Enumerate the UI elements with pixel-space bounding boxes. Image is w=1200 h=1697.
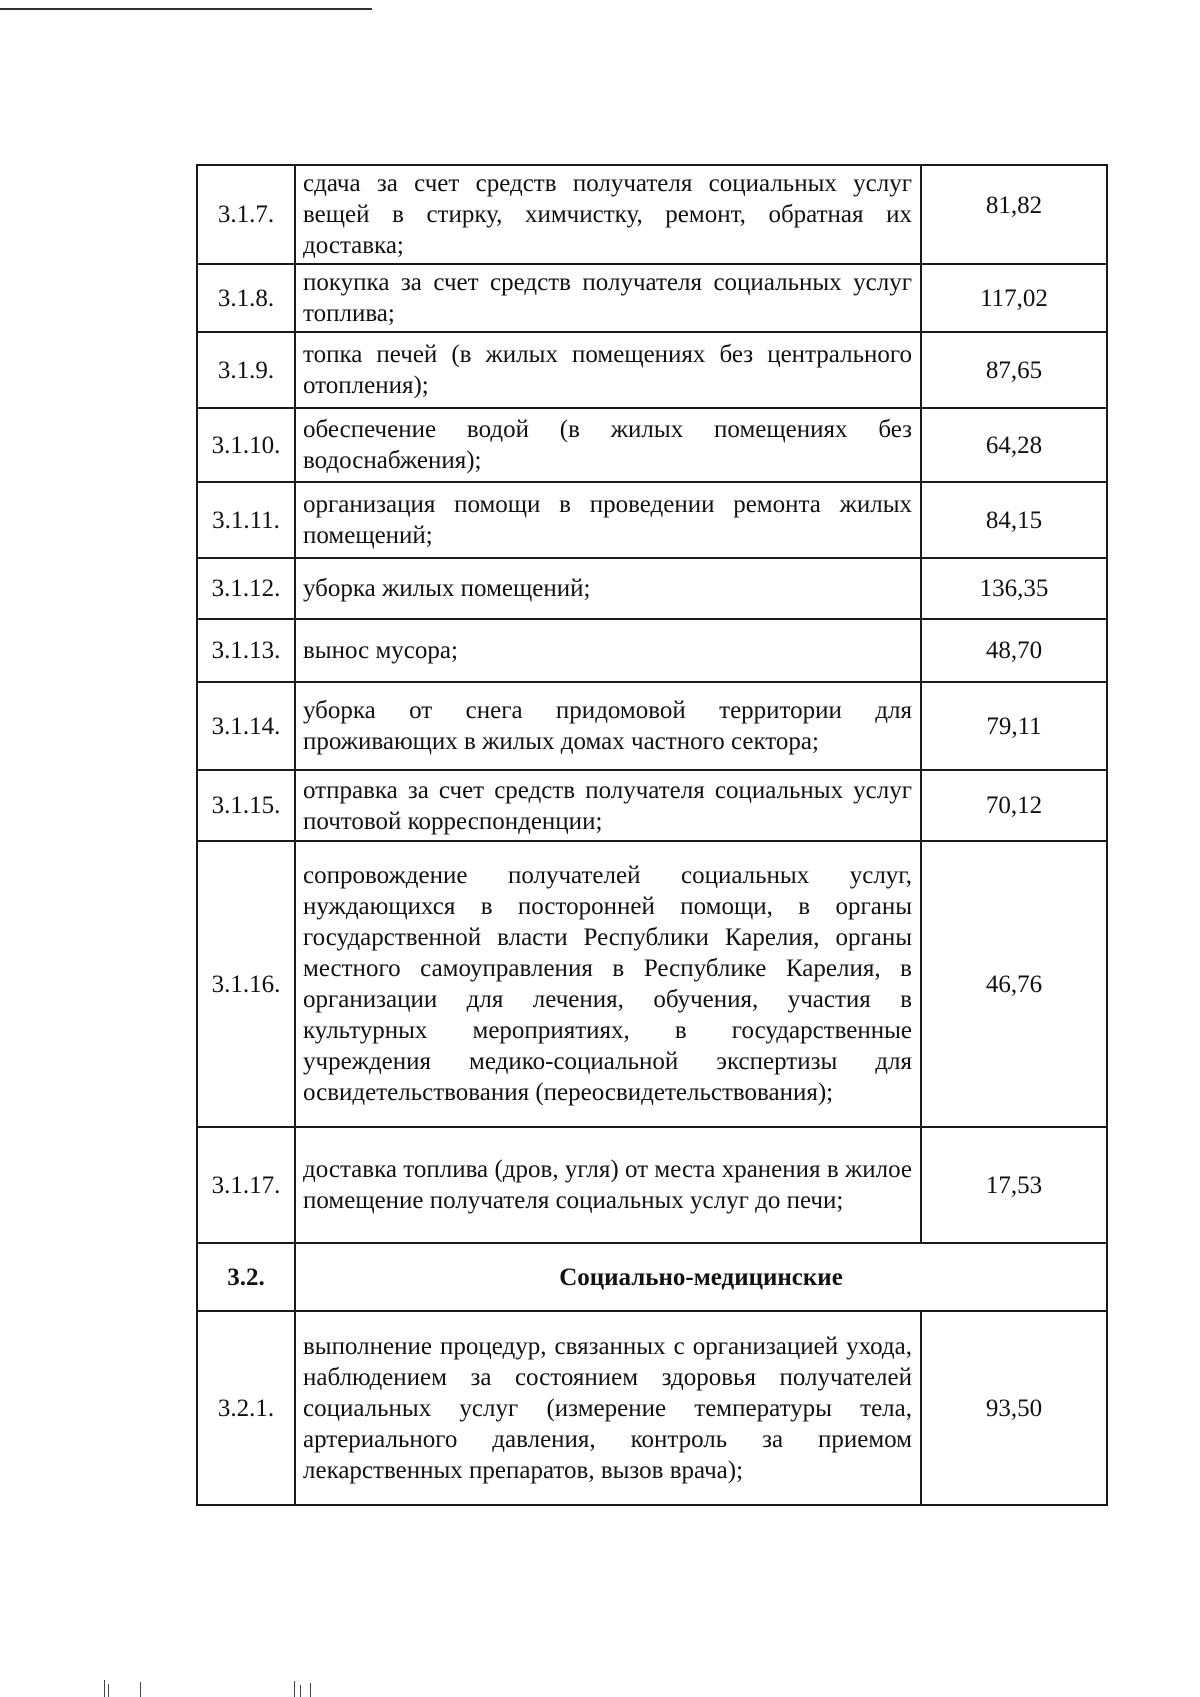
scan-artifact-mark [294, 1681, 295, 1697]
scan-artifact-mark [108, 1684, 109, 1697]
table-row [197, 264, 1107, 332]
service-price: 87,65 [921, 332, 1107, 408]
scan-artifact-mark [104, 1680, 105, 1697]
table-row [197, 1127, 1107, 1243]
service-number: 3.1.9. [197, 332, 295, 408]
service-price: 17,53 [921, 1127, 1107, 1243]
service-number: 3.1.10. [197, 408, 295, 482]
scan-artifact-line [0, 8, 372, 10]
service-number: 3.1.13. [197, 619, 295, 682]
service-description: обеспечение водой (в жилых помещениях без водоснабжения); [295, 408, 921, 482]
service-number: 3.1.16. [197, 841, 295, 1127]
table-row [197, 770, 1107, 841]
service-number: 3.1.17. [197, 1127, 295, 1243]
service-number: 3.1.8. [197, 264, 295, 332]
service-description: уборка от снега придомовой территории для проживающих в жилых домах частного сектора; [295, 682, 921, 770]
service-description: топка печей (в жилых помещениях без центрального отопления); [295, 332, 921, 408]
service-number: 3.2.1. [197, 1311, 295, 1505]
service-number: 3.1.11. [197, 482, 295, 558]
scan-artifact-mark [140, 1682, 141, 1697]
section-number: 3.2. [197, 1243, 295, 1311]
service-description: сопровождение получателей социальных услуг, нуждающихся в посторонней помощи, в органы государственной власти Республики Карелия, органы местного самоуправления в Республике Карелия, в организации для лечения, обучения, участия в культурных мероприятиях, в государственные учреждения медико-социальной экспертизы для освидетельствования (переосвидетельствования); [295, 841, 921, 1127]
scan-artifact-mark [310, 1683, 311, 1697]
table-row [197, 165, 1107, 264]
table-row [197, 841, 1107, 1127]
service-price: 136,35 [921, 558, 1107, 619]
service-price: 117,02 [921, 264, 1107, 332]
section-title: Социально-медицинские [295, 1243, 1107, 1311]
service-description: доставка топлива (дров, угля) от места хранения в жилое помещение получателя социальных услуг до печи; [295, 1127, 921, 1243]
tariff-table [196, 164, 1108, 1506]
service-price: 84,15 [921, 482, 1107, 558]
service-price: 48,70 [921, 619, 1107, 682]
service-description: уборка жилых помещений; [295, 558, 921, 619]
service-description: организация помощи в проведении ремонта жилых помещений; [295, 482, 921, 558]
table-row [197, 408, 1107, 482]
table-row [197, 682, 1107, 770]
service-description: сдача за счет средств получателя социальных услуг вещей в стирку, химчистку, ремонт, обратная их доставка; [295, 165, 921, 264]
service-description: выполнение процедур, связанных с организацией ухода, наблюдением за состоянием здоровья получателей социальных услуг (измерение температуры тела, артериального давления, контроль за приемом лекарственных препаратов, вызов врача); [295, 1311, 921, 1505]
service-number: 3.1.15. [197, 770, 295, 841]
table-row [197, 1311, 1107, 1505]
service-description: вынос мусора; [295, 619, 921, 682]
table-row [197, 558, 1107, 619]
scan-artifact-mark [300, 1685, 301, 1697]
service-price: 79,11 [921, 682, 1107, 770]
service-number: 3.1.7. [197, 165, 295, 264]
service-price: 64,28 [921, 408, 1107, 482]
section-header-row [197, 1243, 1107, 1311]
table-row [197, 332, 1107, 408]
service-description: покупка за счет средств получателя социальных услуг топлива; [295, 264, 921, 332]
service-number: 3.1.14. [197, 682, 295, 770]
service-price: 46,76 [921, 841, 1107, 1127]
table-row [197, 619, 1107, 682]
service-price: 70,12 [921, 770, 1107, 841]
service-description: отправка за счет средств получателя социальных услуг почтовой корреспонденции; [295, 770, 921, 841]
service-price: 93,50 [921, 1311, 1107, 1505]
service-number: 3.1.12. [197, 558, 295, 619]
service-price: 81,82 [921, 165, 1107, 264]
table-row [197, 482, 1107, 558]
